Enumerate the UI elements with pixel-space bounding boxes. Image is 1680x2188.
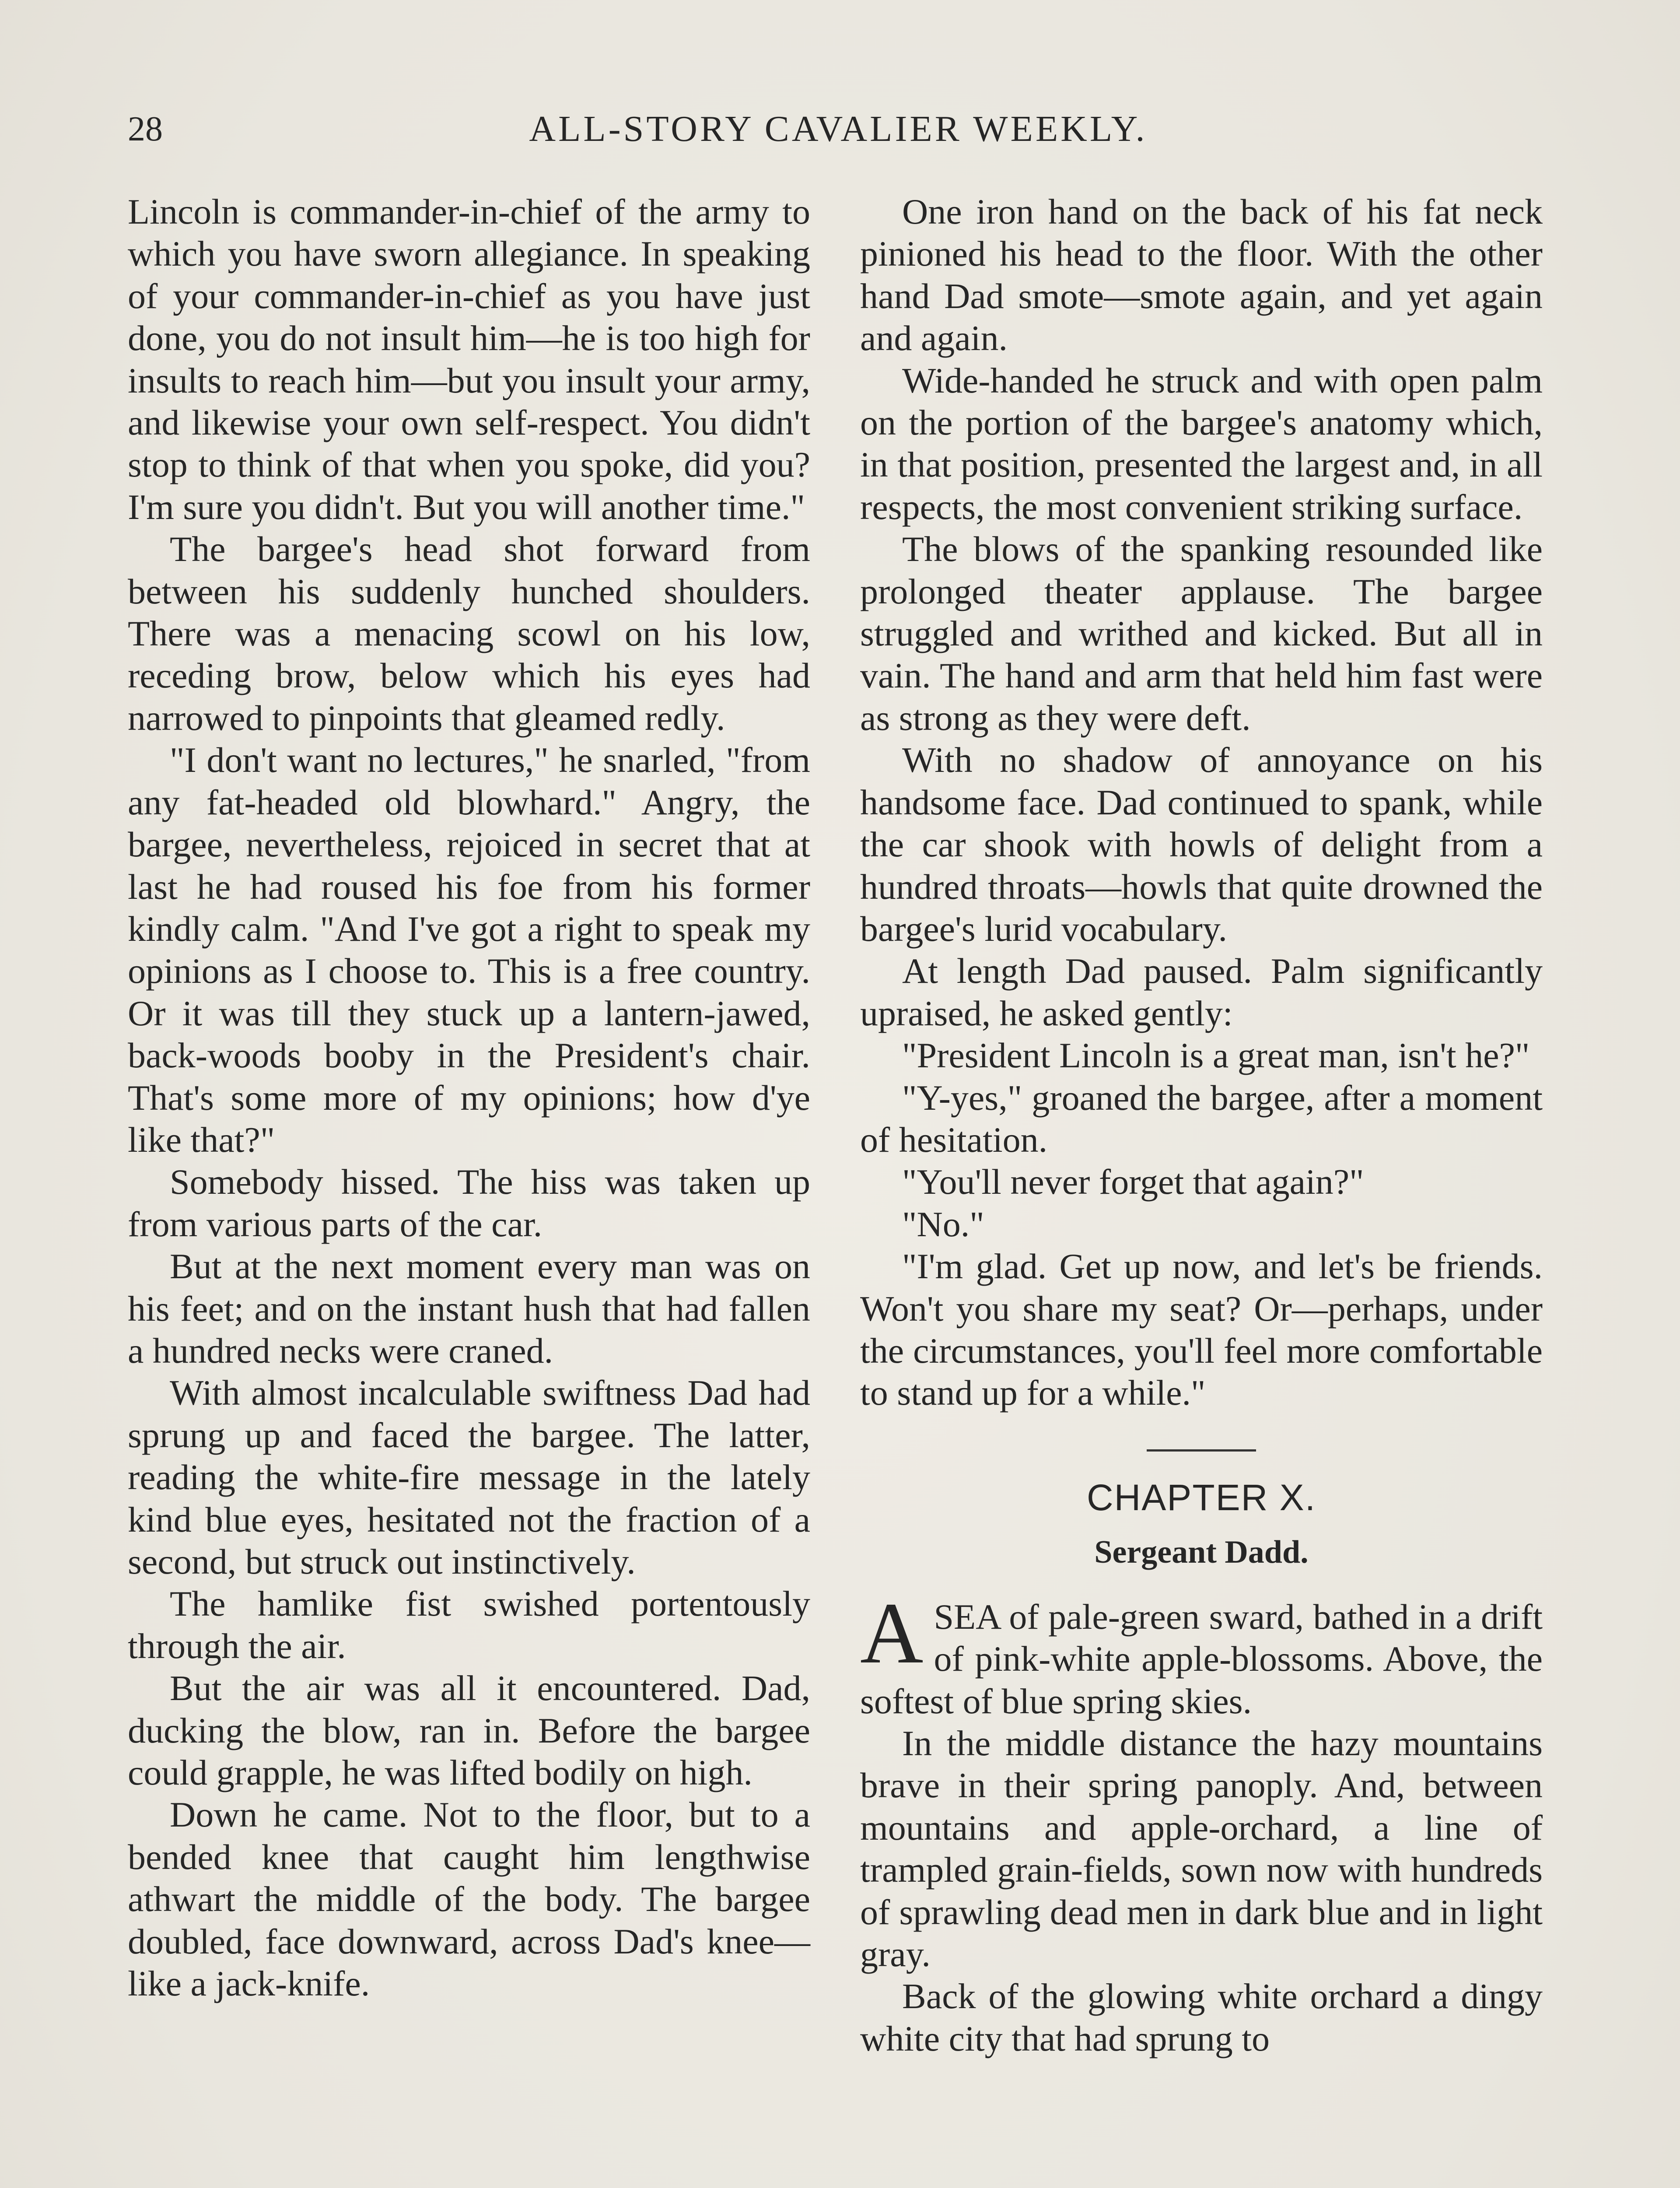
drop-cap: A — [860, 1585, 924, 1682]
chapter-opening-paragraph — [860, 1585, 1543, 1722]
opening-text: SEA of pale-green sward, bathed in a drift of pink-white apple-blossoms. Above, the softest of blue spring skies. — [860, 1596, 1543, 1721]
magazine-title: ALL-STORY CAVALIER WEEKLY. — [529, 109, 1148, 149]
paragraph: "President Lincoln is a great man, isn't he?" — [902, 1035, 1530, 1076]
paragraph: "Y-yes," groaned the bargee, after a moment of hesitation. — [860, 1077, 1543, 1160]
chapter-heading: CHAPTER X. — [1086, 1476, 1316, 1518]
paragraph: One iron hand on the back of his fat neck pinioned his head to the floor. With the other hand Dad smote—smote again, and yet again and again. — [860, 192, 1543, 358]
paragraph: "No." — [902, 1204, 984, 1244]
paragraph: With almost incalculable swiftness Dad had sprung up and faced the bargee. The latter, reading the white-fire message in the lately kind blue eyes, hesitated not the fraction of a second, but struck out instinctively. — [128, 1373, 810, 1581]
paragraph: Back of the glowing white orchard a dingy white city that had sprung to — [860, 1976, 1543, 2058]
paragraph: "You'll never forget that again?" — [902, 1162, 1364, 1202]
paragraph: In the middle distance the hazy mountains brave in their spring panoply. And, between mountains and apple-orchard, a line of trampled grain-fields, sown now with hundreds of sprawling dead men in dark blue and in light gray. — [860, 1723, 1543, 1974]
paragraph: Somebody hissed. The hiss was taken up from various parts of the car. — [128, 1162, 810, 1244]
paragraph: Lincoln is commander-in-chief of the army to which you have sworn allegiance. In speaking of your commander-in-chief as you have just done, you do not insult him—he is too high for insults to reach him—but you insult your army, and likewise your own self-respect. You didn't stop to think of that when you spoke, did you? I'm sure you didn't. But you will another time." — [128, 192, 810, 527]
paragraph: Down he came. Not to the floor, but to a bended knee that caught him lengthwise athwart the middle of the body. The bargee doubled, face downward, across Dad's knee—like a jack-knife. — [128, 1795, 810, 2004]
paragraph: The bargee's head shot forward from between his suddenly hunched shoulders. There was a menacing scowl on his low, receding brow, below which his eyes had narrowed to pinpoints that gleamed redly. — [128, 529, 810, 738]
right-column — [860, 191, 1543, 2060]
paragraph: But at the next moment every man was on his feet; and on the instant hush that had fallen a hundred necks were craned. — [128, 1246, 810, 1371]
paragraph: The hamlike fist swished portentously through the air. — [128, 1584, 810, 1666]
section-divider — [1147, 1449, 1256, 1452]
paragraph: The blows of the spanking resounded like prolonged theater applause. The bargee struggled and writhed and kicked. But all in vain. The hand and arm that held him fast were as strong as they were deft. — [860, 529, 1543, 738]
paragraph: "I'm glad. Get up now, and let's be friends. Won't you share my seat? Or—perhaps, under the circumstances, you'll feel more comfortable to stand up for a while." — [860, 1246, 1543, 1413]
paragraph: But the air was all it encountered. Dad, ducking the blow, ran in. Before the bargee could grapple, he was lifted bodily on high. — [128, 1668, 810, 1793]
paragraph: Wide-handed he struck and with open palm on the portion of the bargee's anatomy which, in that position, presented the largest and, in all respects, the most convenient striking surface. — [860, 360, 1543, 527]
paragraph: "I don't want no lectures," he snarled, "from any fat-headed old blowhard." Angry, the bargee, nevertheless, rejoiced in secret that at last he had roused his foe from his former kindly calm. "And I've got a right to speak my opinions as I choose to. This is a free country. Or it was till they stuck up a lantern-jawed, back-woods booby in the President's chair. That's some more of my opinions; how d'ye like that?" — [128, 740, 810, 1160]
chapter-subtitle: Sergeant Dadd. — [1094, 1534, 1309, 1570]
paragraph: At length Dad paused. Palm significantly upraised, he asked gently: — [860, 951, 1543, 1033]
paragraph: With no shadow of annoyance on his handsome face. Dad continued to spank, while the car shook with howls of delight from a hundred throats—howls that quite drowned the bargee's lurid vocabulary. — [860, 740, 1543, 949]
page-number: 28 — [128, 110, 163, 148]
running-head — [128, 105, 1549, 153]
left-column — [128, 191, 810, 2005]
